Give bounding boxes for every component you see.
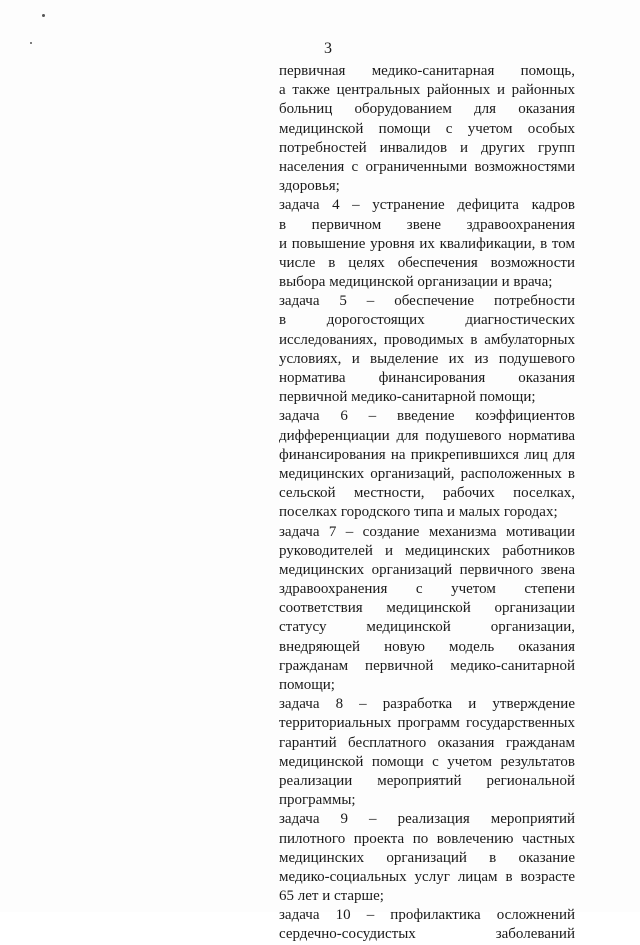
text-line: задача 6 – введение коэффициентов	[279, 408, 575, 425]
text-line: задача 5 – обеспечение потребности	[279, 293, 575, 310]
text-line: задача 9 – реализация мероприятий	[279, 811, 575, 828]
text-line: поселках городского типа и малых городах;	[279, 504, 558, 521]
text-line: руководителей и медицинских работников	[279, 542, 575, 559]
text-line: в дорогостоящих диагностических	[279, 312, 575, 329]
body-text	[279, 62, 575, 945]
text-line: сельской местности, рабочих поселках,	[279, 485, 575, 502]
text-line: сердечно-сосудистых заболеваний	[279, 926, 575, 943]
text-line: соответствия медицинской организации	[279, 600, 575, 617]
text-line: больниц оборудованием для оказания	[279, 101, 575, 118]
text-line: помощи;	[279, 677, 335, 693]
text-line: внедряющей новую модель оказания	[279, 638, 575, 655]
text-line: а также центральных районных и районных	[279, 82, 575, 99]
text-line: задача 4 – устранение дефицита кадров	[279, 197, 575, 214]
text-line: медицинской помощи с учетом особых	[279, 120, 575, 137]
text-line: 65 лет и старше;	[279, 888, 384, 905]
text-line: дифференциации для подушевого норматива	[279, 427, 575, 444]
text-line: условиях, и выделение их из подушевого	[279, 350, 575, 367]
text-line: медицинской помощи с учетом результатов	[279, 753, 575, 770]
text-line: медико-социальных услуг лицам в возрасте	[279, 868, 575, 885]
text-line: здравоохранения с учетом степени	[279, 581, 575, 598]
text-line: гражданам первичной медико-санитарной	[279, 657, 575, 674]
text-line: медицинских организаций, расположенных в	[279, 465, 575, 482]
text-line: населения с ограниченными возможностями	[279, 158, 575, 175]
text-line: статусу медицинской организации,	[279, 619, 575, 636]
page-number: 3	[324, 40, 332, 57]
text-line: задача 8 – разработка и утверждение	[279, 696, 575, 713]
text-line: исследованиях, проводимых в амбулаторных	[279, 331, 575, 348]
text-line: программы;	[279, 792, 356, 809]
text-line: первичная медико-санитарная помощь,	[279, 63, 575, 79]
text-line: пилотного проекта по вовлечению частных	[279, 830, 575, 847]
text-line: потребностей инвалидов и других групп	[279, 139, 575, 156]
text-line: финансирования на прикрепившихся лиц для	[279, 446, 575, 463]
text-line: гарантий бесплатного оказания гражданам	[279, 734, 575, 751]
text-line: медицинских организаций первичного звена	[279, 561, 575, 578]
text-line: первичной медико-санитарной помощи;	[279, 389, 536, 406]
text-line: реализации мероприятий региональной	[279, 772, 575, 789]
text-line: медицинских организаций в оказание	[279, 849, 575, 866]
text-line: территориальных программ государственных	[279, 715, 575, 732]
scan-speck	[42, 14, 45, 17]
text-line: норматива финансирования оказания	[279, 370, 575, 386]
text-line: задача 10 – профилактика осложнений	[279, 907, 575, 924]
text-line: задача 7 – создание механизма мотивации	[279, 523, 575, 540]
text-line: в первичном звене здравоохранения	[279, 216, 575, 233]
text-line: выбора медицинской организации и врача;	[279, 274, 553, 291]
text-line: и повышение уровня их квалификации, в том	[279, 235, 575, 252]
text-line: числе в целях обеспечения возможности	[279, 254, 575, 271]
scan-speck	[30, 42, 32, 44]
text-line: здоровья;	[279, 178, 340, 195]
